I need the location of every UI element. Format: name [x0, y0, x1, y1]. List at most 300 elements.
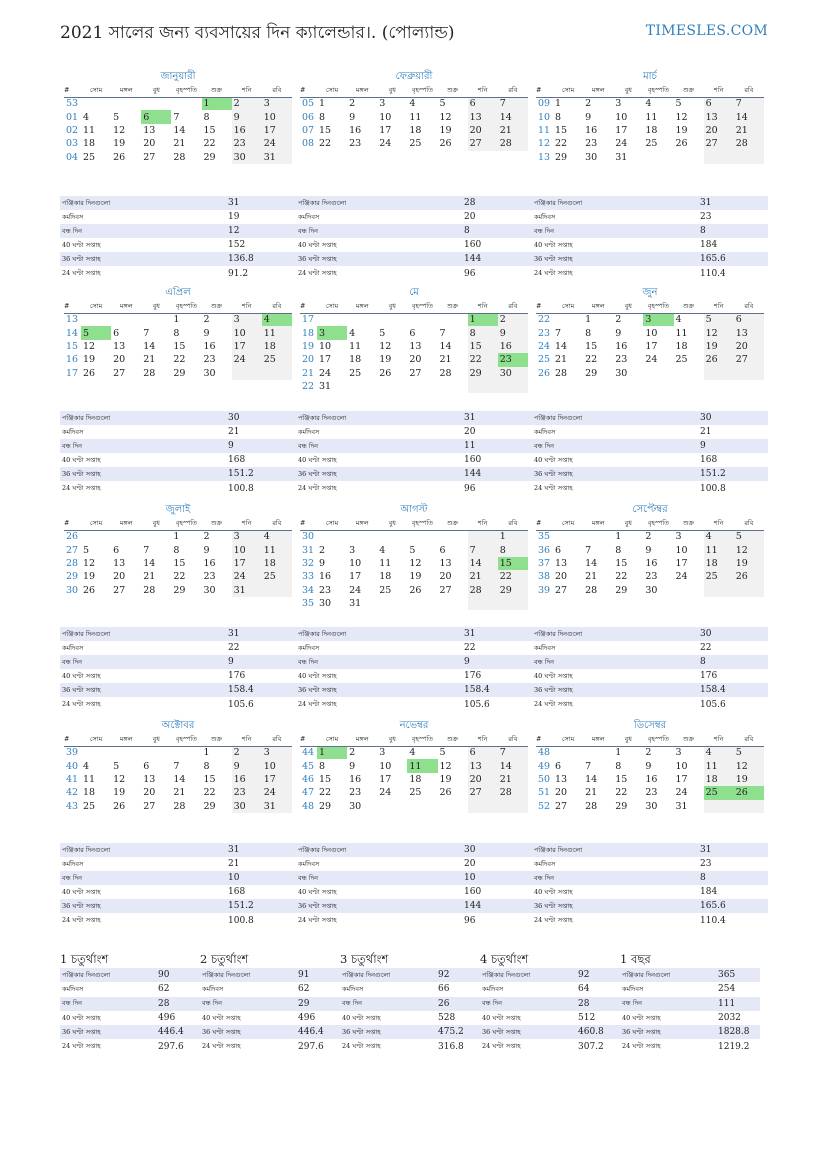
day-cell[interactable]: 21 — [143, 571, 156, 583]
day-cell[interactable]: 26 — [675, 138, 688, 150]
holiday-day-cell[interactable]: 3 — [643, 313, 673, 326]
day-cell[interactable]: 11 — [675, 327, 688, 339]
day-cell[interactable]: 21 — [498, 124, 528, 137]
holiday-day-cell[interactable]: 3 — [317, 326, 347, 339]
day-cell[interactable]: 29 — [319, 800, 332, 812]
day-cell[interactable]: 7 — [585, 544, 592, 556]
day-cell[interactable]: 14 — [734, 110, 764, 123]
day-cell[interactable]: 19 — [734, 557, 764, 570]
day-cell[interactable]: 9 — [203, 544, 210, 556]
day-cell[interactable]: 21 — [498, 773, 528, 786]
day-cell[interactable]: 10 — [349, 557, 362, 569]
day-cell[interactable]: 16 — [319, 571, 332, 583]
day-cell[interactable]: 6 — [113, 544, 120, 556]
day-cell[interactable]: 10 — [615, 111, 628, 123]
day-cell[interactable]: 29 — [203, 151, 216, 163]
day-cell[interactable]: 17 — [349, 571, 362, 583]
month-name[interactable]: অক্টোবর — [161, 720, 195, 731]
holiday-day-cell[interactable]: 1 — [468, 313, 498, 326]
day-cell[interactable]: 23 — [203, 571, 216, 583]
day-cell[interactable]: 21 — [173, 138, 186, 150]
day-cell[interactable]: 14 — [439, 340, 452, 352]
day-cell[interactable]: 28 — [498, 137, 528, 150]
day-cell[interactable]: 19 — [439, 124, 452, 136]
day-cell[interactable]: 24 — [262, 786, 292, 799]
day-cell[interactable]: 18 — [675, 340, 688, 352]
day-cell[interactable]: 23 — [615, 354, 628, 366]
day-cell[interactable]: 31 — [262, 800, 292, 813]
day-cell[interactable]: 26 — [734, 570, 764, 583]
day-cell[interactable]: 31 — [262, 151, 292, 164]
day-cell[interactable]: 13 — [143, 773, 156, 785]
day-cell[interactable]: 24 — [379, 787, 392, 799]
day-cell[interactable]: 12 — [113, 124, 126, 136]
day-cell[interactable]: 7 — [555, 327, 562, 339]
month-name[interactable]: সেপ্টেম্বর — [632, 504, 668, 515]
day-cell[interactable]: 4 — [83, 760, 90, 772]
day-cell[interactable]: 25 — [262, 353, 292, 366]
day-cell[interactable]: 2 — [585, 98, 592, 110]
day-cell[interactable]: 8 — [468, 326, 498, 339]
month-name[interactable]: জুলাই — [165, 504, 191, 515]
day-cell[interactable]: 3 — [675, 531, 682, 543]
day-cell[interactable]: 24 — [232, 353, 262, 366]
holiday-day-cell[interactable]: 1 — [202, 97, 232, 110]
day-cell[interactable]: 20 — [468, 773, 498, 786]
day-cell[interactable]: 1 — [585, 314, 592, 326]
day-cell[interactable]: 11 — [262, 326, 292, 339]
month-name[interactable]: ডিসেম্বর — [633, 720, 667, 731]
day-cell[interactable]: 8 — [173, 544, 180, 556]
day-cell[interactable]: 9 — [645, 760, 652, 772]
day-cell[interactable]: 1 — [203, 747, 210, 759]
holiday-day-cell[interactable]: 6 — [141, 110, 171, 123]
day-cell[interactable]: 23 — [203, 354, 216, 366]
day-cell[interactable]: 2 — [203, 531, 210, 543]
day-cell[interactable]: 19 — [113, 138, 126, 150]
day-cell[interactable]: 16 — [645, 557, 658, 569]
day-cell[interactable]: 11 — [379, 557, 392, 569]
day-cell[interactable]: 7 — [439, 327, 446, 339]
day-cell[interactable]: 27 — [143, 800, 156, 812]
day-cell[interactable]: 25 — [675, 354, 688, 366]
day-cell[interactable]: 14 — [143, 557, 156, 569]
day-cell[interactable]: 9 — [203, 327, 210, 339]
day-cell[interactable]: 15 — [173, 340, 186, 352]
day-cell[interactable]: 16 — [615, 340, 628, 352]
day-cell[interactable]: 3 — [349, 544, 356, 556]
day-cell[interactable]: 12 — [379, 340, 392, 352]
day-cell[interactable]: 25 — [349, 367, 362, 379]
day-cell[interactable]: 11 — [704, 543, 734, 556]
day-cell[interactable]: 9 — [349, 760, 356, 772]
day-cell[interactable]: 15 — [319, 773, 332, 785]
day-cell[interactable]: 7 — [173, 760, 180, 772]
day-cell[interactable]: 11 — [645, 111, 658, 123]
day-cell[interactable]: 30 — [498, 367, 528, 380]
day-cell[interactable]: 4 — [83, 111, 90, 123]
day-cell[interactable]: 12 — [734, 543, 764, 556]
day-cell[interactable]: 28 — [585, 800, 598, 812]
day-cell[interactable]: 14 — [585, 773, 598, 785]
day-cell[interactable]: 13 — [704, 110, 734, 123]
day-cell[interactable]: 27 — [704, 137, 734, 150]
day-cell[interactable]: 20 — [468, 124, 498, 137]
day-cell[interactable]: 7 — [498, 97, 528, 110]
day-cell[interactable]: 3 — [615, 98, 622, 110]
day-cell[interactable]: 17 — [262, 124, 292, 137]
day-cell[interactable]: 2 — [203, 314, 210, 326]
holiday-day-cell[interactable]: 23 — [498, 353, 528, 366]
day-cell[interactable]: 20 — [439, 571, 452, 583]
day-cell[interactable]: 22 — [319, 138, 332, 150]
day-cell[interactable]: 27 — [468, 786, 498, 799]
month-name[interactable]: জুন — [642, 287, 658, 298]
day-cell[interactable]: 15 — [585, 340, 598, 352]
day-cell[interactable]: 3 — [232, 530, 262, 543]
day-cell[interactable]: 20 — [113, 571, 126, 583]
day-cell[interactable]: 29 — [173, 367, 186, 379]
day-cell[interactable]: 20 — [409, 354, 422, 366]
day-cell[interactable]: 24 — [319, 367, 332, 379]
day-cell[interactable]: 2 — [232, 746, 262, 759]
day-cell[interactable]: 28 — [173, 151, 186, 163]
day-cell[interactable]: 15 — [319, 124, 332, 136]
day-cell[interactable]: 7 — [143, 544, 150, 556]
day-cell[interactable]: 9 — [232, 759, 262, 772]
day-cell[interactable]: 14 — [468, 557, 498, 570]
day-cell[interactable]: 11 — [83, 124, 96, 136]
day-cell[interactable]: 2 — [645, 747, 652, 759]
day-cell[interactable]: 14 — [555, 340, 568, 352]
day-cell[interactable]: 18 — [409, 773, 422, 785]
day-cell[interactable]: 8 — [555, 111, 562, 123]
day-cell[interactable]: 29 — [615, 800, 628, 812]
day-cell[interactable]: 5 — [379, 327, 386, 339]
day-cell[interactable]: 26 — [83, 584, 96, 596]
day-cell[interactable]: 21 — [734, 124, 764, 137]
day-cell[interactable]: 2 — [498, 313, 528, 326]
day-cell[interactable]: 24 — [379, 138, 392, 150]
day-cell[interactable]: 15 — [203, 124, 216, 136]
day-cell[interactable]: 4 — [409, 98, 416, 110]
day-cell[interactable]: 16 — [498, 340, 528, 353]
day-cell[interactable]: 6 — [734, 313, 764, 326]
day-cell[interactable]: 6 — [555, 544, 562, 556]
day-cell[interactable]: 3 — [262, 97, 292, 110]
day-cell[interactable]: 7 — [143, 327, 150, 339]
day-cell[interactable]: 22 — [203, 787, 216, 799]
day-cell[interactable]: 10 — [645, 327, 658, 339]
day-cell[interactable]: 29 — [498, 584, 528, 597]
day-cell[interactable]: 14 — [143, 340, 156, 352]
day-cell[interactable]: 1 — [615, 747, 622, 759]
day-cell[interactable]: 13 — [113, 557, 126, 569]
month-name[interactable]: মার্চ — [643, 71, 657, 82]
day-cell[interactable]: 6 — [143, 760, 150, 772]
day-cell[interactable]: 19 — [439, 773, 452, 785]
day-cell[interactable]: 18 — [262, 557, 292, 570]
day-cell[interactable]: 19 — [83, 571, 96, 583]
day-cell[interactable]: 2 — [232, 97, 262, 110]
day-cell[interactable]: 16 — [232, 124, 262, 137]
day-cell[interactable]: 5 — [704, 313, 734, 326]
day-cell[interactable]: 11 — [83, 773, 96, 785]
day-cell[interactable]: 20 — [143, 787, 156, 799]
day-cell[interactable]: 6 — [555, 760, 562, 772]
day-cell[interactable]: 28 — [734, 137, 764, 150]
day-cell[interactable]: 8 — [173, 327, 180, 339]
holiday-day-cell[interactable]: 11 — [407, 759, 437, 772]
day-cell[interactable]: 16 — [349, 124, 362, 136]
day-cell[interactable]: 1 — [173, 531, 180, 543]
day-cell[interactable]: 5 — [439, 747, 446, 759]
day-cell[interactable]: 20 — [555, 571, 568, 583]
day-cell[interactable]: 31 — [232, 584, 262, 597]
day-cell[interactable]: 23 — [232, 786, 262, 799]
day-cell[interactable]: 25 — [262, 570, 292, 583]
day-cell[interactable]: 6 — [468, 97, 498, 110]
day-cell[interactable]: 30 — [349, 800, 362, 812]
day-cell[interactable]: 4 — [409, 747, 416, 759]
day-cell[interactable]: 23 — [319, 584, 332, 596]
day-cell[interactable]: 13 — [409, 340, 422, 352]
day-cell[interactable]: 14 — [498, 110, 528, 123]
day-cell[interactable]: 11 — [262, 543, 292, 556]
holiday-day-cell[interactable]: 15 — [498, 557, 528, 570]
day-cell[interactable]: 28 — [555, 367, 568, 379]
day-cell[interactable]: 22 — [203, 138, 216, 150]
day-cell[interactable]: 11 — [349, 340, 362, 352]
day-cell[interactable]: 13 — [468, 110, 498, 123]
day-cell[interactable]: 3 — [262, 746, 292, 759]
day-cell[interactable]: 25 — [409, 138, 422, 150]
day-cell[interactable]: 14 — [173, 124, 186, 136]
day-cell[interactable]: 22 — [173, 571, 186, 583]
day-cell[interactable]: 12 — [439, 111, 452, 123]
day-cell[interactable]: 6 — [439, 544, 446, 556]
day-cell[interactable]: 4 — [379, 544, 386, 556]
day-cell[interactable]: 30 — [645, 584, 658, 596]
day-cell[interactable]: 10 — [675, 544, 688, 556]
day-cell[interactable]: 9 — [645, 544, 652, 556]
day-cell[interactable]: 18 — [409, 124, 422, 136]
day-cell[interactable]: 30 — [232, 151, 262, 164]
day-cell[interactable]: 20 — [704, 124, 734, 137]
day-cell[interactable]: 21 — [143, 354, 156, 366]
day-cell[interactable]: 24 — [675, 571, 688, 583]
day-cell[interactable]: 17 — [615, 124, 628, 136]
day-cell[interactable]: 4 — [704, 530, 734, 543]
day-cell[interactable]: 5 — [734, 746, 764, 759]
day-cell[interactable]: 25 — [83, 151, 96, 163]
day-cell[interactable]: 30 — [615, 367, 628, 379]
day-cell[interactable]: 27 — [734, 353, 764, 366]
day-cell[interactable]: 15 — [203, 773, 216, 785]
brand-logo-text[interactable]: TIMESLES.COM — [645, 23, 768, 39]
day-cell[interactable]: 5 — [734, 530, 764, 543]
holiday-day-cell[interactable]: 4 — [262, 313, 292, 326]
day-cell[interactable]: 26 — [704, 353, 734, 366]
day-cell[interactable]: 5 — [113, 760, 120, 772]
day-cell[interactable]: 31 — [615, 151, 628, 163]
day-cell[interactable]: 15 — [468, 340, 498, 353]
day-cell[interactable]: 9 — [232, 110, 262, 123]
month-name[interactable]: মে — [409, 287, 419, 298]
day-cell[interactable]: 4 — [704, 746, 734, 759]
holiday-day-cell[interactable]: 25 — [704, 786, 734, 799]
day-cell[interactable]: 18 — [83, 138, 96, 150]
day-cell[interactable]: 18 — [704, 773, 734, 786]
day-cell[interactable]: 22 — [615, 571, 628, 583]
day-cell[interactable]: 30 — [232, 800, 262, 813]
day-cell[interactable]: 9 — [349, 111, 356, 123]
day-cell[interactable]: 22 — [173, 354, 186, 366]
day-cell[interactable]: 8 — [319, 760, 326, 772]
day-cell[interactable]: 28 — [439, 367, 452, 379]
day-cell[interactable]: 7 — [734, 97, 764, 110]
day-cell[interactable]: 10 — [319, 340, 332, 352]
day-cell[interactable]: 29 — [203, 800, 216, 812]
day-cell[interactable]: 2 — [645, 531, 652, 543]
day-cell[interactable]: 11 — [704, 759, 734, 772]
day-cell[interactable]: 30 — [585, 151, 598, 163]
day-cell[interactable]: 16 — [349, 773, 362, 785]
day-cell[interactable]: 26 — [113, 800, 126, 812]
day-cell[interactable]: 18 — [262, 340, 292, 353]
day-cell[interactable]: 24 — [615, 138, 628, 150]
day-cell[interactable]: 2 — [615, 314, 622, 326]
day-cell[interactable]: 9 — [498, 326, 528, 339]
day-cell[interactable]: 31 — [319, 381, 332, 393]
month-name[interactable]: আগস্ট — [400, 504, 428, 515]
day-cell[interactable]: 8 — [498, 543, 528, 556]
day-cell[interactable]: 8 — [615, 544, 622, 556]
day-cell[interactable]: 18 — [83, 787, 96, 799]
day-cell[interactable]: 22 — [468, 353, 498, 366]
day-cell[interactable]: 5 — [439, 98, 446, 110]
day-cell[interactable]: 28 — [468, 584, 498, 597]
day-cell[interactable]: 27 — [113, 584, 126, 596]
day-cell[interactable]: 19 — [734, 773, 764, 786]
day-cell[interactable]: 27 — [439, 584, 452, 596]
day-cell[interactable]: 18 — [349, 354, 362, 366]
day-cell[interactable]: 19 — [704, 340, 734, 353]
month-name[interactable]: এপ্রিল — [165, 287, 191, 298]
day-cell[interactable]: 23 — [585, 138, 598, 150]
month-name[interactable]: নভেম্বর — [399, 720, 429, 731]
holiday-day-cell[interactable]: 1 — [317, 746, 347, 759]
day-cell[interactable]: 21 — [173, 787, 186, 799]
day-cell[interactable]: 23 — [645, 787, 658, 799]
day-cell[interactable]: 3 — [675, 747, 682, 759]
day-cell[interactable]: 6 — [468, 746, 498, 759]
day-cell[interactable]: 10 — [675, 760, 688, 772]
day-cell[interactable]: 10 — [232, 326, 262, 339]
day-cell[interactable]: 7 — [468, 543, 498, 556]
day-cell[interactable]: 21 — [555, 354, 568, 366]
day-cell[interactable]: 10 — [379, 111, 392, 123]
day-cell[interactable]: 2 — [349, 98, 356, 110]
day-cell[interactable]: 25 — [645, 138, 658, 150]
holiday-day-cell[interactable]: 26 — [734, 786, 764, 799]
day-cell[interactable]: 27 — [555, 800, 568, 812]
day-cell[interactable]: 22 — [615, 787, 628, 799]
day-cell[interactable]: 16 — [203, 340, 216, 352]
day-cell[interactable]: 17 — [262, 773, 292, 786]
day-cell[interactable]: 7 — [585, 760, 592, 772]
day-cell[interactable]: 13 — [439, 557, 452, 569]
day-cell[interactable]: 31 — [675, 800, 688, 812]
day-cell[interactable]: 17 — [675, 557, 688, 569]
holiday-day-cell[interactable]: 5 — [81, 326, 111, 339]
day-cell[interactable]: 17 — [232, 557, 262, 570]
day-cell[interactable]: 15 — [615, 773, 628, 785]
day-cell[interactable]: 11 — [409, 111, 422, 123]
day-cell[interactable]: 8 — [319, 111, 326, 123]
day-cell[interactable]: 8 — [203, 760, 210, 772]
day-cell[interactable]: 27 — [143, 151, 156, 163]
day-cell[interactable]: 30 — [203, 584, 216, 596]
day-cell[interactable]: 13 — [555, 773, 568, 785]
day-cell[interactable]: 22 — [498, 570, 528, 583]
day-cell[interactable]: 24 — [349, 584, 362, 596]
day-cell[interactable]: 9 — [319, 557, 326, 569]
day-cell[interactable]: 27 — [555, 584, 568, 596]
day-cell[interactable]: 2 — [319, 544, 326, 556]
day-cell[interactable]: 30 — [319, 598, 332, 610]
day-cell[interactable]: 17 — [675, 773, 688, 785]
day-cell[interactable]: 14 — [585, 557, 598, 569]
day-cell[interactable]: 15 — [615, 557, 628, 569]
month-name[interactable]: ফেব্রুয়ারী — [395, 71, 433, 82]
day-cell[interactable]: 28 — [143, 367, 156, 379]
day-cell[interactable]: 12 — [734, 759, 764, 772]
day-cell[interactable]: 1 — [319, 98, 326, 110]
day-cell[interactable]: 30 — [645, 800, 658, 812]
day-cell[interactable]: 23 — [349, 787, 362, 799]
day-cell[interactable]: 29 — [555, 151, 568, 163]
day-cell[interactable]: 10 — [262, 110, 292, 123]
day-cell[interactable]: 21 — [585, 571, 598, 583]
day-cell[interactable]: 3 — [232, 313, 262, 326]
day-cell[interactable]: 19 — [83, 354, 96, 366]
day-cell[interactable]: 23 — [232, 137, 262, 150]
day-cell[interactable]: 16 — [585, 124, 598, 136]
day-cell[interactable]: 8 — [203, 111, 210, 123]
day-cell[interactable]: 6 — [409, 327, 416, 339]
day-cell[interactable]: 13 — [113, 340, 126, 352]
day-cell[interactable]: 14 — [498, 759, 528, 772]
day-cell[interactable]: 18 — [379, 571, 392, 583]
day-cell[interactable]: 4 — [262, 530, 292, 543]
day-cell[interactable]: 19 — [409, 571, 422, 583]
day-cell[interactable]: 20 — [143, 138, 156, 150]
day-cell[interactable]: 13 — [734, 326, 764, 339]
day-cell[interactable]: 7 — [173, 111, 180, 123]
day-cell[interactable]: 27 — [409, 367, 422, 379]
day-cell[interactable]: 17 — [379, 124, 392, 136]
day-cell[interactable]: 26 — [439, 138, 452, 150]
day-cell[interactable]: 12 — [83, 557, 96, 569]
day-cell[interactable]: 14 — [173, 773, 186, 785]
day-cell[interactable]: 17 — [319, 354, 332, 366]
day-cell[interactable]: 12 — [83, 340, 96, 352]
day-cell[interactable]: 10 — [262, 759, 292, 772]
day-cell[interactable]: 20 — [734, 340, 764, 353]
day-cell[interactable]: 29 — [173, 584, 186, 596]
day-cell[interactable]: 21 — [585, 787, 598, 799]
